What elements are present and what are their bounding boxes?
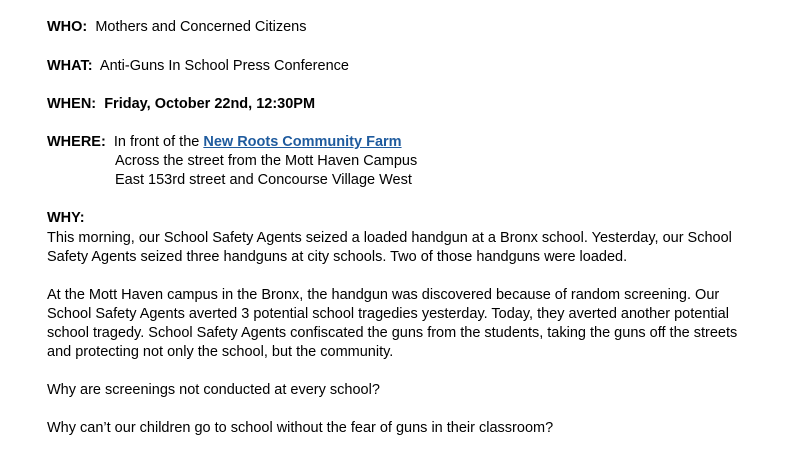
where-line-3: East 153rd street and Concourse Village West	[115, 172, 412, 188]
what-row	[47, 57, 349, 76]
when-value: Friday, October 22nd, 12:30PM	[104, 96, 316, 112]
farm-link[interactable]: New Roots Community Farm	[203, 134, 402, 150]
when-row	[47, 95, 315, 114]
why-paragraph-1-line: Safety Agents seized three handguns at city schools. Two of those handguns were loaded.	[47, 249, 628, 265]
question-fear-of-guns: Why can’t our children go to school without the fear of guns in their classroom?	[47, 420, 554, 436]
why-paragraph-2-line: and protecting not only the school, but the community.	[47, 344, 394, 360]
question-screenings: Why are screenings not conducted at every school?	[47, 382, 380, 398]
who-value: Mothers and Concerned Citizens	[95, 19, 307, 35]
why-paragraph-2-line: At the Mott Haven campus in the Bronx, the handgun was discovered because of random screening. Our	[47, 287, 720, 303]
who-row	[47, 18, 307, 37]
why-paragraph-1-line: This morning, our School Safety Agents seized a loaded handgun at a Bronx school. Yesterday, our School	[47, 230, 732, 246]
what-value: Anti-Guns In School Press Conference	[99, 58, 349, 74]
where-prefix: In front of the	[113, 134, 200, 150]
when-label: WHEN:	[47, 96, 97, 112]
where-line-2: Across the street from the Mott Haven Campus	[115, 153, 418, 169]
where-row	[47, 133, 402, 152]
why-paragraph-2-line: school tragedy. School Safety Agents confiscated the guns from the students, taking the guns off the streets	[47, 325, 738, 341]
why-paragraph-2-line: School Safety Agents averted 3 potential school tragedies yesterday. Today, they averted another potential	[47, 306, 729, 322]
why-label: WHY:	[47, 210, 85, 226]
who-label: WHO:	[47, 19, 88, 35]
what-label: WHAT:	[47, 58, 93, 74]
where-label: WHERE:	[47, 134, 106, 150]
